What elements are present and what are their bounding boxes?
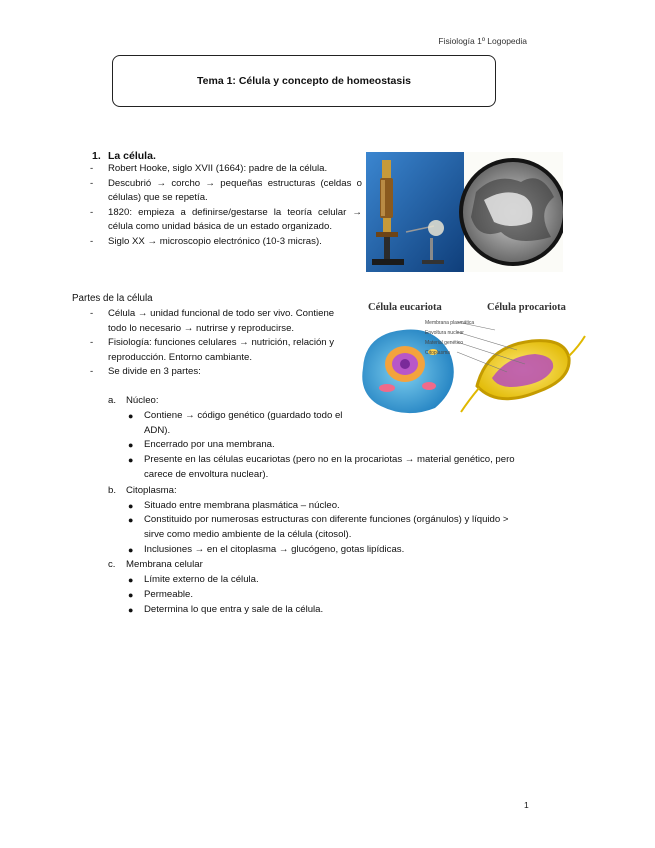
subsection-title: Núcleo:: [126, 395, 159, 406]
list-item: - Fisiología: funciones celulares → nutrición, relación y reproducción. Entorno cambiante.: [90, 336, 340, 365]
list-item: - Robert Hooke, siglo XVII (1664): padre de la célula.: [90, 162, 362, 177]
list-item: - Siglo XX → microscopio electrónico (10-3 micras).: [90, 235, 362, 250]
section-heading: La célula.: [108, 150, 156, 162]
bullet-icon: ●: [128, 575, 134, 585]
list-item: - Descubrió → corcho → pequeñas estructuras (celdas o células) que se repetía.: [90, 177, 362, 206]
bullet-icon: ●: [128, 440, 134, 450]
bullet-icon: ●: [128, 590, 134, 600]
section1-list: [90, 162, 362, 250]
cell-types-figure: [357, 300, 589, 420]
bullet-icon: ●: [128, 605, 134, 615]
microscope-illustration: [366, 152, 563, 272]
hooke-microscope-image: [366, 152, 563, 272]
cell-label: Citoplasma: [425, 350, 451, 356]
subsection-label: b.: [108, 485, 117, 496]
list-item: - 1820: empieza a definirse/gestarse la teoría celular → célula como unidad básica de un estado organizado.: [90, 206, 362, 235]
page-number: 1: [524, 800, 529, 810]
cell-label: Envoltura nuclear: [425, 330, 464, 336]
bullet-icon: ●: [128, 501, 134, 511]
subsection-title: Citoplasma:: [126, 485, 177, 496]
cell-label: Material genético: [425, 340, 464, 346]
list-item: - Célula → unidad funcional de todo ser vivo. Contiene todo lo necesario → nutrirse y reproducirse.: [90, 307, 340, 336]
eukaryote-caption: Célula eucariota: [368, 302, 442, 313]
page-header: Fisiología 1º Logopedia: [438, 36, 527, 46]
bullet-icon: ●: [128, 455, 134, 465]
bullet-icon: ●: [128, 411, 134, 421]
cell-illustration: [357, 316, 589, 420]
partes-heading: Partes de la célula: [72, 293, 153, 304]
title-box: [112, 55, 496, 107]
list-item: - Se divide en 3 partes:: [90, 365, 340, 380]
subsection-label: c.: [108, 559, 116, 570]
page-title: Tema 1: Célula y concepto de homeostasis: [197, 75, 411, 87]
bullet-icon: ●: [128, 545, 134, 555]
subsection-title: Membrana celular: [126, 559, 203, 570]
bullet-icon: ●: [128, 515, 134, 525]
section-number: 1.: [92, 150, 101, 162]
partes-list: [90, 307, 340, 380]
subsection-label: a.: [108, 395, 117, 406]
prokaryote-caption: Célula procariota: [487, 302, 566, 313]
cell-label: Membrana plasmática: [425, 320, 475, 326]
